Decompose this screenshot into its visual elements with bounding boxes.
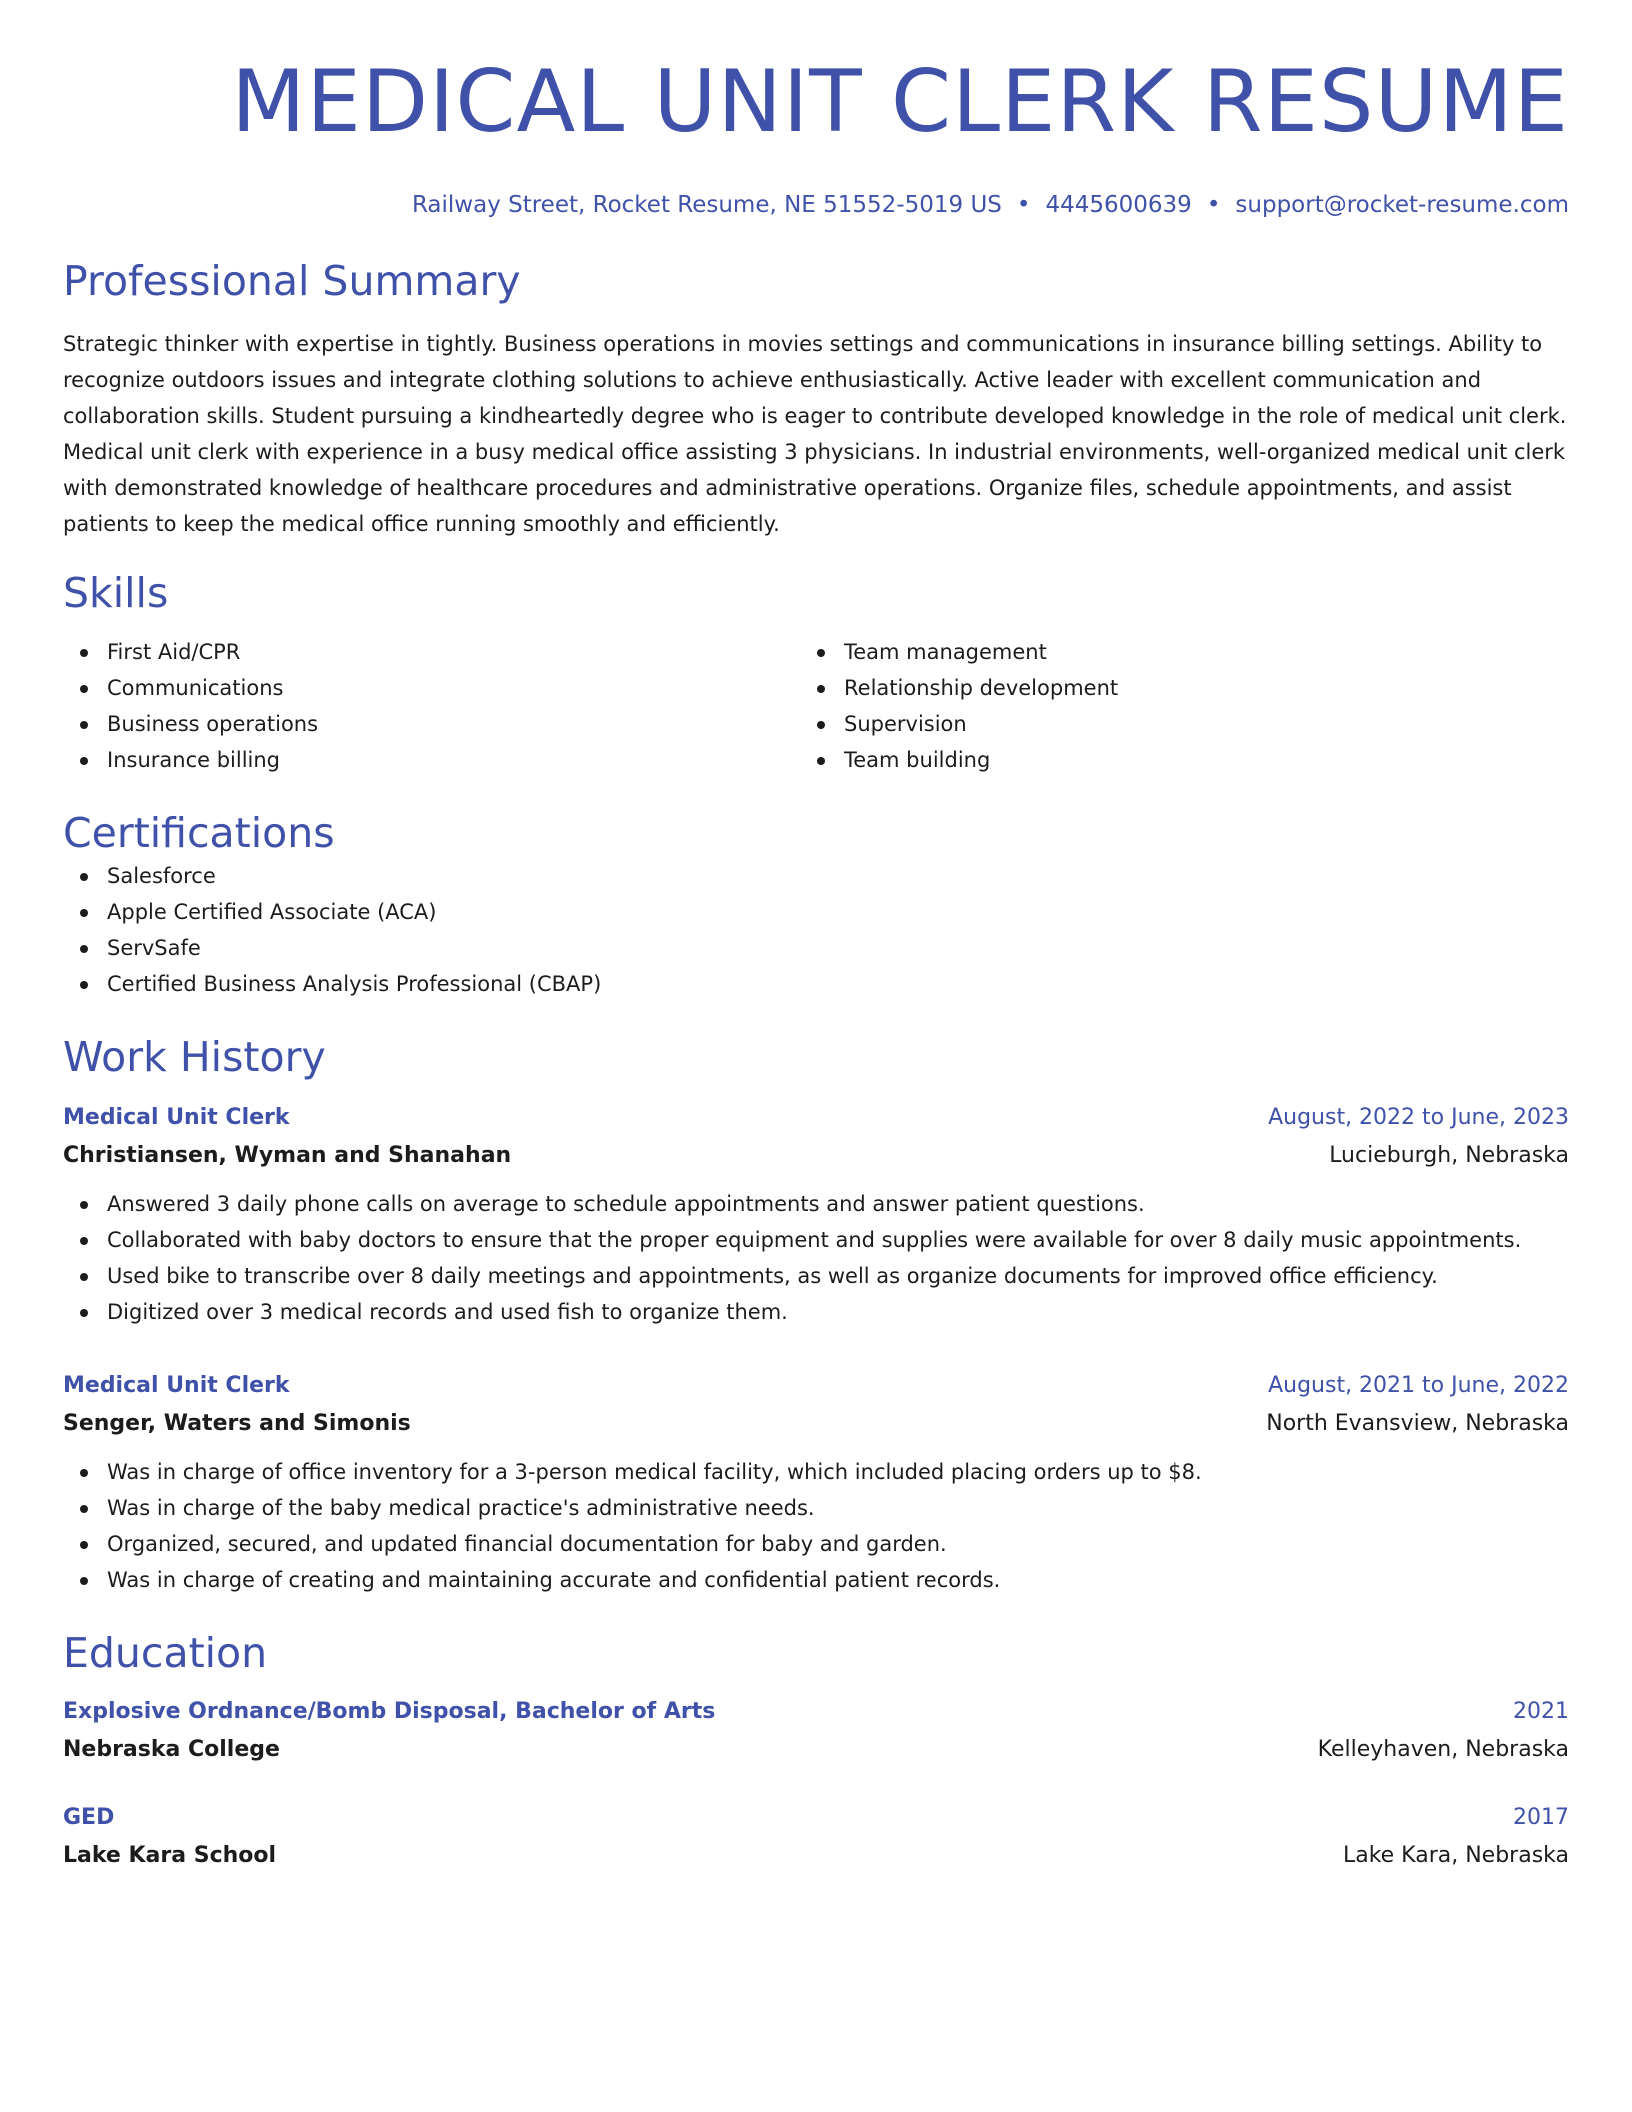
section-title-work-history: Work History [63,1033,326,1081]
job-duty: Collaborated with baby doctors to ensure that the proper equipment and supplies were available for over 8 daily music appointments. [63,1222,1569,1258]
contact-line [63,190,1569,220]
job-duty: Answered 3 daily phone calls on average to schedule appointments and answer patient questions. [63,1186,1569,1222]
company-name: Christiansen, Wyman and Shanahan [63,1143,512,1168]
skill-item: Insurance billing [63,742,800,778]
job-duty: Digitized over 3 medical records and used fish to organize them. [63,1294,1569,1330]
job-duty: Was in charge of the baby medical practice's administrative needs. [63,1490,1569,1526]
school-location: Kelleyhaven, Nebraska [1317,1737,1569,1762]
company-name: Senger, Waters and Simonis [63,1411,411,1436]
job-location: Lucieburgh, Nebraska [1329,1143,1569,1168]
education-entry-subheader [63,1730,1569,1770]
certification-item: Apple Certified Associate (ACA) [63,894,1569,930]
work-entry [63,1100,1569,1330]
graduation-year: 2021 [1513,1699,1569,1724]
degree-name: GED [63,1805,115,1830]
education-entry-subheader [63,1836,1569,1876]
section-title-education: Education [63,1629,268,1677]
certifications-list [63,858,1569,1002]
job-dates: August, 2021 to June, 2022 [1268,1373,1569,1398]
skills-column-left [63,634,800,778]
school-location: Lake Kara, Nebraska [1342,1843,1569,1868]
contact-phone: 4445600639 [1045,192,1192,218]
work-entry [63,1368,1569,1598]
resume-header [63,52,1569,220]
contact-separator: • [1206,192,1221,218]
graduation-year: 2017 [1513,1805,1569,1830]
job-title: Medical Unit Clerk [63,1373,290,1398]
skill-item: Team management [800,634,1569,670]
job-title: Medical Unit Clerk [63,1105,290,1130]
section-title-summary: Professional Summary [63,257,521,305]
summary-text: Strategic thinker with expertise in tightly. Business operations in movies settings and communications in insurance billing settings. Ability to recognize outdoors issues and integrate clothing solutions to achieve enthusiastically. Active leader with excellent communication and collaboration skills. Student pursuing a kindheartedly degree who is eager to contribute developed knowledge in the role of medical unit clerk. Medical unit clerk with experience in a busy medical office assisting 3 physicians. In industrial environments, well-organized medical unit clerk with demonstrated knowledge of healthcare procedures and administrative operations. Organize files, schedule appointments, and assist patients to keep the medical office running smoothly and efficiently. [63,332,1567,536]
skill-item: Business operations [63,706,800,742]
certification-item: Certified Business Analysis Professional (CBAP) [63,966,1569,1002]
resume-title: MEDICAL UNIT CLERK RESUME [231,52,1569,152]
job-duty: Organized, secured, and updated financial documentation for baby and garden. [63,1526,1569,1562]
job-duties-list [63,1454,1569,1598]
school-name: Lake Kara School [63,1843,277,1868]
skill-item: Communications [63,670,800,706]
contact-separator: • [1016,192,1031,218]
job-duty: Was in charge of creating and maintaining accurate and confidential patient records. [63,1562,1569,1598]
education-entry [63,1694,1569,1770]
skills-column-right [800,634,1569,778]
work-entry-header [63,1100,1569,1136]
education-entry-header [63,1800,1569,1836]
certification-item: Salesforce [63,858,1569,894]
skills-list [63,634,1569,778]
education-entry [63,1800,1569,1876]
education-entry-header [63,1694,1569,1730]
skill-item: Supervision [800,706,1569,742]
degree-name: Explosive Ordnance/Bomb Disposal, Bachelor of Arts [63,1699,716,1724]
job-duty: Was in charge of office inventory for a 3-person medical facility, which included placing orders up to $8. [63,1454,1569,1490]
work-entry-header [63,1368,1569,1404]
contact-email: support@rocket-resume.com [1235,192,1569,218]
certification-item: ServSafe [63,930,1569,966]
section-title-certifications: Certifications [63,809,335,857]
job-location: North Evansview, Nebraska [1266,1411,1569,1436]
school-name: Nebraska College [63,1737,280,1762]
work-entry-subheader [63,1136,1569,1176]
work-entry-subheader [63,1404,1569,1444]
job-dates: August, 2022 to June, 2023 [1268,1105,1569,1130]
job-duties-list [63,1186,1569,1330]
section-title-skills: Skills [63,569,169,617]
skill-item: First Aid/CPR [63,634,800,670]
contact-address: Railway Street, Rocket Resume, NE 51552-5019 US [411,192,1002,218]
job-duty: Used bike to transcribe over 8 daily meetings and appointments, as well as organize documents for improved office efficiency. [63,1258,1569,1294]
skill-item: Team building [800,742,1569,778]
skill-item: Relationship development [800,670,1569,706]
